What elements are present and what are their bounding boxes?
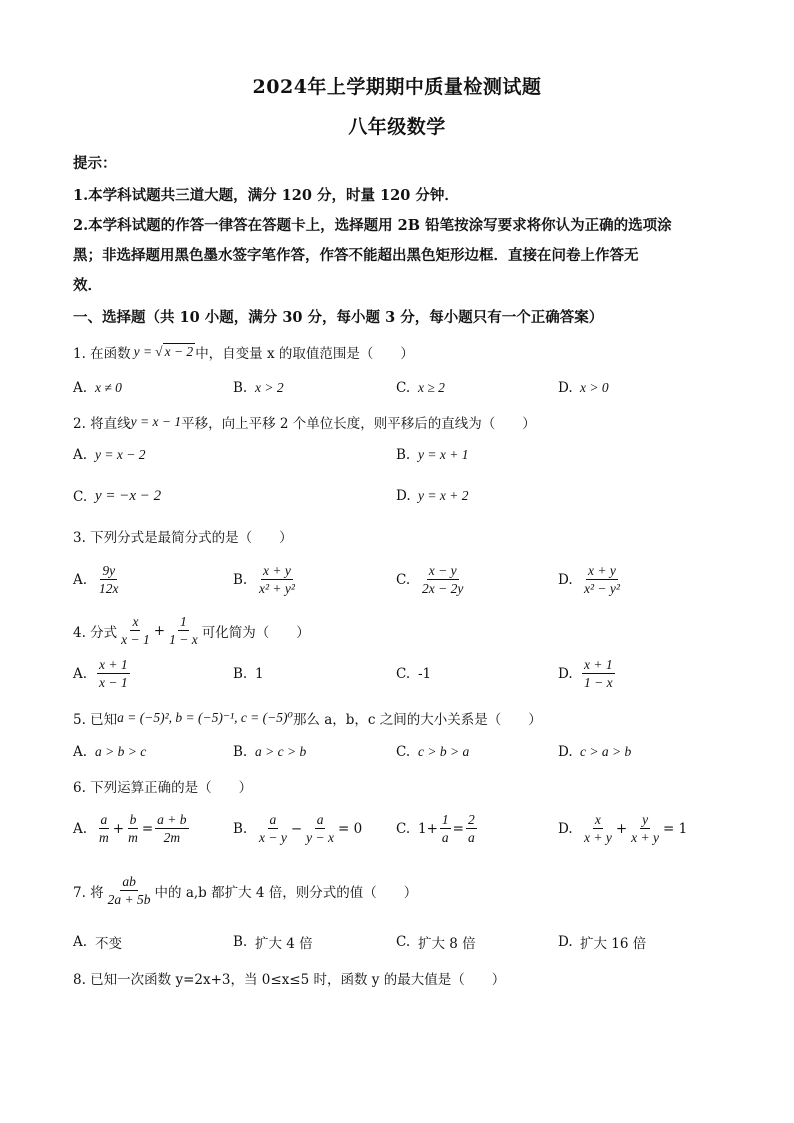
note-line-2c: 效． [73, 277, 102, 294]
q1-option-b[interactable]: B. x > 2 [233, 380, 284, 396]
q1-radicand: x − 2 [164, 344, 194, 359]
q7-option-a[interactable]: A. 不变 [73, 934, 122, 952]
q3-option-a[interactable]: A. $\frac{9y}{12x}$ [73, 563, 119, 596]
question-3: 3. 下列分式是最简分式的是（ ） [73, 530, 293, 546]
q7-option-b[interactable]: B. 扩大 4 倍 [233, 934, 313, 952]
q5-given-expr: a = (−5)², b = (−5)⁻¹, c = (−5)⁰ [117, 710, 293, 725]
note-line-1: 1.本学科试题共三道大题，满分 120 分，时量 120 分钟． [73, 187, 459, 204]
q2-option-a[interactable]: A. y = x − 2 [73, 447, 146, 463]
q1-sqrt: √ x − 2 [155, 344, 194, 359]
exam-subtitle: 八年级数学 [348, 116, 446, 138]
section-1-heading: 一、选择题（共 10 小题，满分 30 分，每小题 3 分，每小题只有一个正确答案） [73, 309, 604, 326]
q1-prefix: 1. 在函数 [73, 346, 131, 362]
q4-option-d[interactable]: D. $\frac{x + 1}{1 - x}$ [558, 657, 613, 690]
q3-option-b[interactable]: B. $\frac{x + y}{\text{x² + y²}}$ [233, 563, 295, 596]
question-8: 8. 已知一次函数 y=2x+3，当 0≤x≤5 时，函数 y 的最大值是（ ） [73, 972, 506, 988]
q5-option-a[interactable]: A. a > b > c [73, 744, 147, 760]
q6-option-d[interactable]: D. $\frac{x}{x + y}$ + $\frac{y}{x + y}$ = 1 [558, 812, 688, 845]
exam-title: 2024年上学期期中质量检测试题 [252, 76, 542, 98]
q5-option-c[interactable]: C. c > b > a [396, 744, 470, 760]
q4-option-b[interactable]: B. 1 [233, 666, 264, 682]
q1-func-lhs: y = [133, 344, 153, 359]
q7-option-c[interactable]: C. 扩大 8 倍 [396, 934, 476, 952]
q2-option-d[interactable]: D. y = x + 2 [396, 488, 469, 504]
q4-fraction-1: $\frac{x}{x - 1}$ [121, 614, 150, 647]
question-6: 6. 下列运算正确的是（ ） [73, 780, 253, 796]
notes-heading: 提示： [73, 155, 117, 172]
q1-option-d[interactable]: D. x > 0 [558, 380, 609, 396]
q7-fraction: $\frac{ab}{2a + 5b}$ [107, 874, 151, 907]
q5-option-b[interactable]: B. a > c > b [233, 744, 307, 760]
q6-option-a[interactable]: A. $\frac{a}{m}$ + $\frac{b}{m}$ = $\frac{a + b}{2m}$ [73, 812, 187, 845]
note-line-2a: 2.本学科试题的作答一律答在答题卡上，选择题用 2B 铅笔按涂写要求将你认为正确的选项涂 [73, 217, 672, 234]
q2-option-c[interactable]: C. y = −x − 2 [73, 488, 162, 505]
question-1 [73, 342, 414, 362]
q6-option-c[interactable]: C. 1+ $\frac{1}{a}$ = $\frac{2}{a}$ [396, 812, 475, 845]
q1-suffix: 中，自变量 x 的取值范围是（ ） [195, 346, 414, 362]
q1-option-a[interactable]: A. x ≠ 0 [73, 380, 122, 396]
q4-option-c[interactable]: C. -1 [396, 666, 432, 682]
q6-option-b[interactable]: B. $\frac{a}{x - y}$ − $\frac{a}{y - x}$ = 0 [233, 812, 363, 845]
question-2: 2. 将直线 y = x − 1 平移，向上平移 2 个单位长度，则平移后的直线为（ ） [73, 414, 536, 432]
q3-option-c[interactable]: C. $\frac{x - y}{2x - 2y}$ [396, 563, 464, 596]
question-4: 4. 分式 $\frac{x}{x - 1}$ + $\frac{1}{1 - x}$ 可化简为（ ） [73, 614, 310, 647]
q4-fraction-2: $\frac{1}{1 - x}$ [169, 614, 198, 647]
q4-option-a[interactable]: A. $\frac{x + 1}{x - 1}$ [73, 657, 128, 690]
question-7: 7. 将 $\frac{ab}{2a + 5b}$ 中的 a,b 都扩大 4 倍，则分式的值（ ） [73, 874, 418, 907]
q3-option-d[interactable]: D. $\frac{x + y}{\text{x² − y²}}$ [558, 563, 620, 596]
q5-option-d[interactable]: D. c > a > b [558, 744, 632, 760]
q1-option-c[interactable]: C. x ≥ 2 [396, 380, 445, 396]
question-5: 5. 已知 a = (−5)², b = (−5)⁻¹, c = (−5)⁰ 那么 a，b，c 之间的大小关系是（ ） [73, 710, 542, 728]
q7-option-d[interactable]: D. 扩大 16 倍 [558, 934, 647, 952]
q2-line-expr: y = x − 1 [130, 414, 182, 429]
q2-option-b[interactable]: B. y = x + 1 [396, 447, 469, 463]
note-line-2b: 黑；非选择题用黑色墨水签字笔作答，作答不能超出黑色矩形边框．直接在问卷上作答无 [73, 247, 639, 264]
